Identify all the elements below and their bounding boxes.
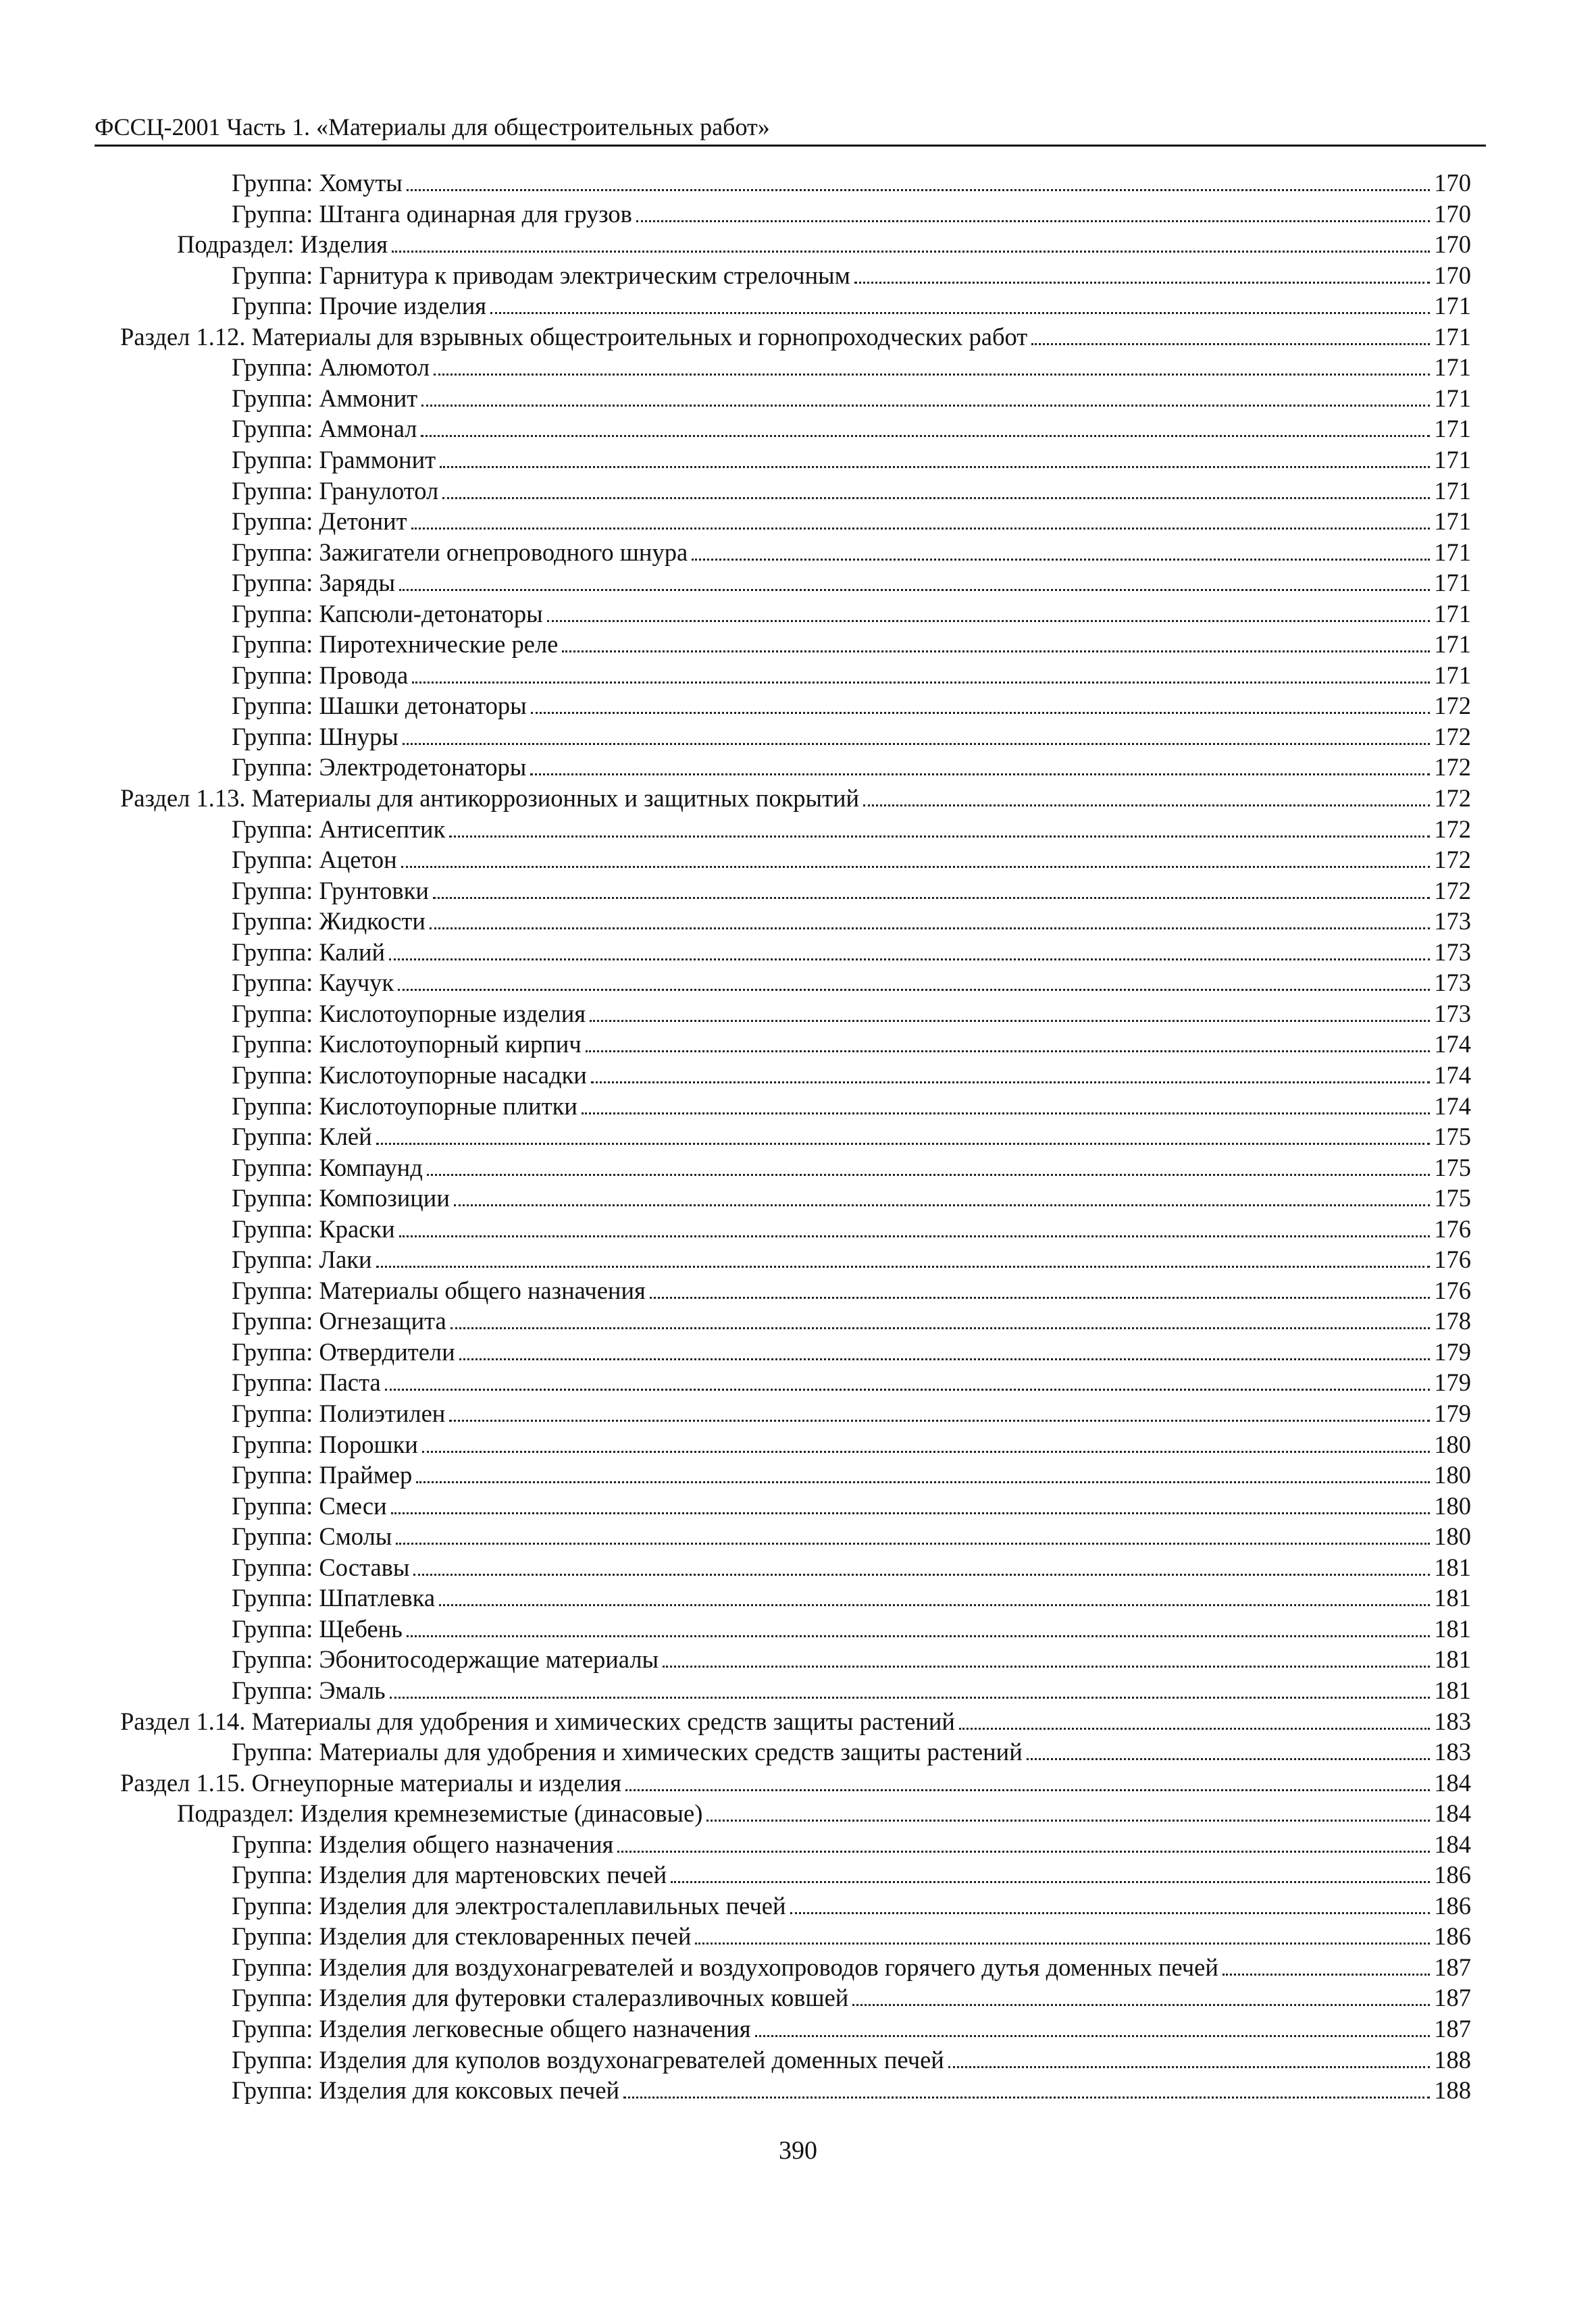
toc-entry-page: 170 bbox=[1434, 169, 1471, 197]
toc-entry-title: Группа: Прочие изделия bbox=[232, 292, 487, 319]
toc-dot-leader bbox=[959, 1707, 1430, 1730]
toc-entry-title: Группа: Калий bbox=[232, 938, 386, 966]
toc-entry-title: Раздел 1.14. Материалы для удобрения и химических средств защиты растений bbox=[120, 1707, 955, 1735]
toc-entry-title: Группа: Клей bbox=[232, 1123, 372, 1150]
toc-entry-title: Группа: Кислотоупорные изделия bbox=[232, 1000, 586, 1027]
toc-group-entry bbox=[232, 967, 1471, 998]
toc-entry-title: Группа: Жидкости bbox=[232, 907, 426, 935]
toc-entry-title: Группа: Кислотоупорные насадки bbox=[232, 1061, 587, 1089]
toc-section-entry bbox=[120, 783, 1471, 814]
toc-entry-page: 175 bbox=[1434, 1154, 1471, 1181]
toc-entry-page: 173 bbox=[1434, 969, 1471, 996]
toc-group-entry bbox=[232, 1614, 1471, 1645]
toc-dot-leader bbox=[442, 477, 1430, 499]
toc-group-entry bbox=[232, 1183, 1471, 1214]
toc-dot-leader bbox=[530, 753, 1430, 775]
toc-entry-page: 171 bbox=[1434, 569, 1471, 596]
toc-entry-page: 186 bbox=[1434, 1922, 1471, 1950]
toc-entry-page: 187 bbox=[1434, 1984, 1471, 2011]
toc-entry-title: Группа: Изделия для воздухонагревателей и воздухопроводов горячего дутья доменных печей bbox=[232, 1953, 1218, 1981]
toc-entry-title: Группа: Заряды bbox=[232, 569, 395, 596]
toc-group-entry bbox=[232, 413, 1471, 444]
toc-group-entry bbox=[232, 752, 1471, 783]
toc-entry-title: Группа: Отвердители bbox=[232, 1338, 455, 1366]
toc-entry-title: Группа: Шпатлевка bbox=[232, 1584, 436, 1612]
toc-dot-leader bbox=[625, 1769, 1430, 1791]
toc-dot-leader bbox=[591, 1061, 1430, 1083]
page-number: 390 bbox=[779, 2136, 817, 2165]
toc-group-entry bbox=[232, 1921, 1471, 1952]
toc-group-entry bbox=[232, 168, 1471, 199]
toc-dot-leader bbox=[562, 630, 1430, 652]
toc-entry-page: 187 bbox=[1434, 1953, 1471, 1981]
toc-dot-leader bbox=[407, 1615, 1430, 1637]
toc-entry-page: 180 bbox=[1434, 1461, 1471, 1489]
toc-group-entry bbox=[232, 1583, 1471, 1614]
toc-group-entry bbox=[232, 506, 1471, 537]
toc-entry-page: 173 bbox=[1434, 1000, 1471, 1027]
toc-entry-page: 174 bbox=[1434, 1092, 1471, 1120]
toc-entry-title: Группа: Шнуры bbox=[232, 723, 398, 750]
toc-group-entry bbox=[232, 475, 1471, 507]
toc-entry-title: Подраздел: Изделия bbox=[177, 230, 388, 258]
toc-entry-title: Группа: Изделия для коксовых печей bbox=[232, 2076, 620, 2104]
toc-group-entry bbox=[232, 1982, 1471, 2013]
toc-group-entry bbox=[232, 444, 1471, 475]
toc-entry-page: 172 bbox=[1434, 753, 1471, 781]
toc-entry-page: 183 bbox=[1434, 1707, 1471, 1735]
toc-dot-leader bbox=[449, 1399, 1430, 1422]
toc-entry-page: 173 bbox=[1434, 907, 1471, 935]
toc-entry-title: Группа: Смеси bbox=[232, 1492, 387, 1520]
toc-entry-page: 171 bbox=[1434, 384, 1471, 412]
toc-entry-page: 176 bbox=[1434, 1215, 1471, 1243]
toc-dot-leader bbox=[582, 1092, 1430, 1114]
toc-entry-title: Группа: Огнезащита bbox=[232, 1307, 446, 1335]
toc-entry-title: Группа: Порошки bbox=[232, 1431, 418, 1458]
toc-group-entry bbox=[232, 844, 1471, 875]
toc-dot-leader bbox=[790, 1892, 1431, 1914]
toc-dot-leader bbox=[459, 1338, 1431, 1360]
toc-entry-title: Группа: Изделия для куполов воздухонагревателей доменных печей bbox=[232, 2046, 944, 2074]
toc-dot-leader bbox=[376, 1245, 1431, 1268]
toc-entry-page: 180 bbox=[1434, 1522, 1471, 1550]
toc-entry-title: Группа: Изделия для стекловаренных печей bbox=[232, 1922, 692, 1950]
toc-group-entry bbox=[232, 1859, 1471, 1891]
toc-group-entry bbox=[232, 1521, 1471, 1552]
toc-group-entry bbox=[232, 1029, 1471, 1060]
toc-entry-title: Группа: Кислотоупорный кирпич bbox=[232, 1030, 582, 1058]
toc-group-entry bbox=[232, 2045, 1471, 2076]
toc-entry-page: 184 bbox=[1434, 1830, 1471, 1858]
toc-dot-leader bbox=[403, 723, 1431, 745]
toc-subsection-entry bbox=[177, 229, 1471, 260]
toc-entry-page: 181 bbox=[1434, 1676, 1471, 1704]
toc-group-entry bbox=[232, 998, 1471, 1029]
toc-group-entry bbox=[232, 290, 1471, 322]
toc-group-entry bbox=[232, 1644, 1471, 1675]
toc-dot-leader bbox=[1222, 1953, 1430, 1976]
toc-group-entry bbox=[232, 1121, 1471, 1152]
toc-entry-page: 172 bbox=[1434, 723, 1471, 750]
toc-group-entry bbox=[232, 2013, 1471, 2045]
toc-group-entry bbox=[232, 199, 1471, 230]
toc-dot-leader bbox=[854, 261, 1430, 284]
toc-entry-title: Группа: Зажигатели огнепроводного шнура bbox=[232, 538, 688, 566]
toc-entry-page: 179 bbox=[1434, 1399, 1471, 1427]
toc-entry-page: 172 bbox=[1434, 815, 1471, 843]
toc-entry-title: Группа: Пиротехнические реле bbox=[232, 630, 559, 658]
toc-entry-title: Группа: Изделия общего назначения bbox=[232, 1830, 614, 1858]
toc-group-entry bbox=[232, 567, 1471, 598]
toc-group-entry bbox=[232, 660, 1471, 691]
toc-entry-title: Группа: Провода bbox=[232, 661, 409, 689]
toc-group-entry bbox=[232, 1244, 1471, 1275]
toc-entry-title: Группа: Детонит bbox=[232, 507, 407, 535]
toc-group-entry bbox=[232, 1491, 1471, 1522]
toc-group-entry bbox=[232, 1952, 1471, 1983]
toc-entry-page: 174 bbox=[1434, 1030, 1471, 1058]
toc-dot-leader bbox=[617, 1830, 1430, 1853]
toc-group-entry bbox=[232, 1398, 1471, 1429]
toc-entry-title: Группа: Составы bbox=[232, 1553, 410, 1581]
toc-entry-title: Группа: Смолы bbox=[232, 1522, 392, 1550]
toc-entry-page: 188 bbox=[1434, 2046, 1471, 2074]
toc-entry-page: 171 bbox=[1434, 446, 1471, 473]
toc-entry-page: 171 bbox=[1434, 661, 1471, 689]
toc-dot-leader bbox=[948, 2046, 1430, 2068]
toc-entry-page: 188 bbox=[1434, 2076, 1471, 2104]
toc-entry-page: 171 bbox=[1434, 323, 1471, 351]
toc-group-entry bbox=[232, 1214, 1471, 1245]
toc-entry-page: 180 bbox=[1434, 1492, 1471, 1520]
toc-group-entry bbox=[232, 1429, 1471, 1460]
toc-entry-page: 186 bbox=[1434, 1892, 1471, 1920]
toc-group-entry bbox=[232, 1460, 1471, 1491]
toc-entry-page: 181 bbox=[1434, 1615, 1471, 1643]
toc-entry-page: 181 bbox=[1434, 1584, 1471, 1612]
toc-entry-title: Раздел 1.15. Огнеупорные материалы и изделия bbox=[120, 1769, 621, 1797]
toc-entry-page: 171 bbox=[1434, 477, 1471, 505]
toc-group-entry bbox=[232, 2075, 1471, 2106]
toc-group-entry bbox=[232, 1891, 1471, 1922]
toc-entry-title: Группа: Аммонал bbox=[232, 415, 417, 442]
toc-group-entry bbox=[232, 937, 1471, 968]
toc-entry-page: 170 bbox=[1434, 230, 1471, 258]
toc-dot-leader bbox=[412, 661, 1430, 684]
toc-entry-page: 172 bbox=[1434, 692, 1471, 719]
toc-entry-page: 176 bbox=[1434, 1245, 1471, 1273]
toc-entry-title: Группа: Изделия легковесные общего назначения bbox=[232, 2015, 751, 2042]
toc-entry-page: 178 bbox=[1434, 1307, 1471, 1335]
toc-entry-page: 179 bbox=[1434, 1368, 1471, 1396]
toc-dot-leader bbox=[411, 507, 1431, 530]
toc-entry-title: Раздел 1.13. Материалы для антикоррозионных и защитных покрытий bbox=[120, 784, 860, 812]
toc-dot-leader bbox=[695, 1922, 1430, 1945]
toc-group-entry bbox=[232, 721, 1471, 752]
toc-dot-leader bbox=[586, 1030, 1431, 1052]
toc-dot-leader bbox=[416, 1461, 1430, 1483]
toc-dot-leader bbox=[1031, 323, 1430, 345]
toc-group-entry bbox=[232, 598, 1471, 629]
toc-entry-title: Группа: Грунтовки bbox=[232, 877, 429, 904]
toc-dot-leader bbox=[407, 169, 1430, 191]
toc-entry-title: Группа: Аммонит bbox=[232, 384, 418, 412]
toc-dot-leader bbox=[392, 230, 1430, 253]
toc-group-entry bbox=[232, 383, 1471, 414]
toc-entry-title: Группа: Материалы общего назначения bbox=[232, 1277, 646, 1304]
toc-entry-page: 171 bbox=[1434, 538, 1471, 566]
toc-dot-leader bbox=[755, 2015, 1431, 2037]
toc-dot-leader bbox=[433, 877, 1430, 899]
toc-group-entry bbox=[232, 1675, 1471, 1706]
toc-entry-page: 181 bbox=[1434, 1645, 1471, 1673]
toc-entry-title: Группа: Щебень bbox=[232, 1615, 403, 1643]
toc-entry-page: 172 bbox=[1434, 784, 1471, 812]
toc-dot-leader bbox=[636, 200, 1430, 222]
toc-dot-leader bbox=[421, 415, 1430, 437]
toc-entry-title: Группа: Каучук bbox=[232, 969, 394, 996]
toc-section-entry bbox=[120, 1768, 1471, 1799]
toc-entry-title: Группа: Праймер bbox=[232, 1461, 413, 1489]
toc-dot-leader bbox=[650, 1277, 1430, 1299]
toc-entry-page: 172 bbox=[1434, 877, 1471, 904]
toc-entry-title: Группа: Компаунд bbox=[232, 1154, 423, 1181]
toc-dot-leader bbox=[430, 907, 1430, 929]
toc-group-entry bbox=[232, 1552, 1471, 1583]
toc-entry-page: 171 bbox=[1434, 600, 1471, 627]
toc-entry-title: Группа: Граммонит bbox=[232, 446, 436, 473]
toc-group-entry bbox=[232, 690, 1471, 721]
toc-dot-leader bbox=[396, 1522, 1430, 1545]
toc-entry-page: 179 bbox=[1434, 1338, 1471, 1366]
toc-section-entry bbox=[120, 1706, 1471, 1737]
toc-entry-page: 184 bbox=[1434, 1799, 1471, 1827]
toc-entry-page: 183 bbox=[1434, 1738, 1471, 1766]
toc-dot-leader bbox=[391, 1492, 1431, 1514]
toc-entry-title: Группа: Лаки bbox=[232, 1245, 372, 1273]
toc-dot-leader bbox=[671, 1861, 1430, 1883]
toc-entry-title: Группа: Ацетон bbox=[232, 846, 397, 873]
toc-dot-leader bbox=[706, 1799, 1430, 1822]
toc-entry-page: 171 bbox=[1434, 507, 1471, 535]
toc-group-entry bbox=[232, 1152, 1471, 1183]
toc-entry-page: 171 bbox=[1434, 415, 1471, 442]
toc-group-entry bbox=[232, 814, 1471, 845]
toc-dot-leader bbox=[451, 1307, 1431, 1329]
toc-dot-leader bbox=[454, 1184, 1430, 1206]
toc-entry-title: Группа: Алюмотол bbox=[232, 353, 430, 381]
toc-dot-leader bbox=[427, 1154, 1430, 1176]
toc-entry-page: 171 bbox=[1434, 630, 1471, 658]
toc-dot-leader bbox=[531, 692, 1431, 714]
toc-group-entry bbox=[232, 1060, 1471, 1091]
toc-entry-page: 170 bbox=[1434, 200, 1471, 228]
toc-dot-leader bbox=[422, 1431, 1430, 1453]
toc-group-entry bbox=[232, 1091, 1471, 1122]
toc-dot-leader bbox=[623, 2076, 1430, 2099]
toc-entry-title: Группа: Изделия для мартеновских печей bbox=[232, 1861, 667, 1888]
toc-entry-page: 171 bbox=[1434, 353, 1471, 381]
toc-group-entry bbox=[232, 875, 1471, 906]
toc-entry-title: Группа: Материалы для удобрения и химических средств защиты растений bbox=[232, 1738, 1023, 1766]
toc-group-entry bbox=[232, 1306, 1471, 1337]
toc-dot-leader bbox=[376, 1123, 1431, 1145]
toc-group-entry bbox=[232, 260, 1471, 291]
toc-dot-leader bbox=[390, 1676, 1431, 1699]
toc-entry-title: Группа: Капсюли-детонаторы bbox=[232, 600, 543, 627]
toc-entry-page: 176 bbox=[1434, 1277, 1471, 1304]
toc-dot-leader bbox=[440, 446, 1430, 468]
toc-dot-leader bbox=[385, 1368, 1431, 1391]
toc-entry-page: 172 bbox=[1434, 846, 1471, 873]
toc-entry-title: Группа: Композиции bbox=[232, 1184, 450, 1212]
toc-group-entry bbox=[232, 352, 1471, 383]
toc-entry-page: 175 bbox=[1434, 1184, 1471, 1212]
toc-group-entry bbox=[232, 629, 1471, 660]
toc-entry-page: 181 bbox=[1434, 1553, 1471, 1581]
toc-entry-page: 186 bbox=[1434, 1861, 1471, 1888]
toc-dot-leader bbox=[863, 784, 1430, 806]
toc-dot-leader bbox=[547, 600, 1431, 622]
toc-dot-leader bbox=[852, 1984, 1430, 2006]
toc-entry-title: Группа: Краски bbox=[232, 1215, 395, 1243]
toc-entry-title: Группа: Штанга одинарная для грузов bbox=[232, 200, 632, 228]
toc-dot-leader bbox=[421, 384, 1430, 407]
toc-entry-title: Раздел 1.12. Материалы для взрывных общестроительных и горнопроходческих работ bbox=[120, 323, 1028, 351]
toc-entry-title: Группа: Полиэтилен bbox=[232, 1399, 446, 1427]
toc-entry-title: Группа: Изделия для электросталеплавильных печей bbox=[232, 1892, 786, 1920]
toc-entry-title: Группа: Антисептик bbox=[232, 815, 446, 843]
toc-entry-page: 175 bbox=[1434, 1123, 1471, 1150]
toc-dot-leader bbox=[1027, 1738, 1431, 1760]
toc-group-entry bbox=[232, 537, 1471, 568]
toc-dot-leader bbox=[401, 846, 1431, 868]
toc-dot-leader bbox=[398, 969, 1430, 991]
running-header-title: ФССЦ-2001 Часть 1. «Материалы для общестроительных работ» bbox=[95, 113, 770, 140]
toc-entry-title: Группа: Кислотоупорные плитки bbox=[232, 1092, 577, 1120]
toc-entry-title: Группа: Гранулотол bbox=[232, 477, 439, 505]
toc-entry-title: Группа: Гарнитура к приводам электрическим стрелочным bbox=[232, 261, 850, 289]
toc-entry-page: 180 bbox=[1434, 1431, 1471, 1458]
toc-entry-title: Группа: Шашки детонаторы bbox=[232, 692, 527, 719]
toc-entry-title: Подраздел: Изделия кремнеземистые (динасовые) bbox=[177, 1799, 703, 1827]
toc-dot-leader bbox=[449, 815, 1430, 838]
toc-entry-page: 187 bbox=[1434, 2015, 1471, 2042]
toc-entry-title: Группа: Эбонитосодержащие материалы bbox=[232, 1645, 659, 1673]
toc-group-entry bbox=[232, 906, 1471, 937]
toc-group-entry bbox=[232, 1337, 1471, 1368]
toc-entry-title: Группа: Эмаль bbox=[232, 1676, 386, 1704]
toc-entry-page: 173 bbox=[1434, 938, 1471, 966]
toc-entry-page: 170 bbox=[1434, 261, 1471, 289]
toc-entry-title: Группа: Паста bbox=[232, 1368, 381, 1396]
toc-group-entry bbox=[232, 1275, 1471, 1306]
toc-entry-page: 174 bbox=[1434, 1061, 1471, 1089]
toc-dot-leader bbox=[413, 1553, 1430, 1576]
toc-section-entry bbox=[120, 322, 1471, 353]
toc-dot-leader bbox=[399, 569, 1430, 591]
toc-subsection-entry bbox=[177, 1798, 1471, 1829]
toc-entry-page: 171 bbox=[1434, 292, 1471, 319]
toc-entry-page: 184 bbox=[1434, 1769, 1471, 1797]
toc-dot-leader bbox=[663, 1645, 1430, 1668]
toc-dot-leader bbox=[490, 292, 1430, 314]
toc-dot-leader bbox=[692, 538, 1430, 561]
toc-dot-leader bbox=[590, 1000, 1430, 1022]
toc-group-entry bbox=[232, 1737, 1471, 1768]
toc-dot-leader bbox=[399, 1215, 1431, 1237]
toc-entry-title: Группа: Хомуты bbox=[232, 169, 403, 197]
toc-entry-title: Группа: Электродетонаторы bbox=[232, 753, 527, 781]
toc-dot-leader bbox=[434, 353, 1430, 376]
toc-dot-leader bbox=[389, 938, 1430, 960]
toc-group-entry bbox=[232, 1367, 1471, 1398]
toc-entry-title: Группа: Изделия для футеровки сталеразливочных ковшей bbox=[232, 1984, 849, 2011]
toc-dot-leader bbox=[439, 1584, 1430, 1606]
toc-group-entry bbox=[232, 1829, 1471, 1860]
